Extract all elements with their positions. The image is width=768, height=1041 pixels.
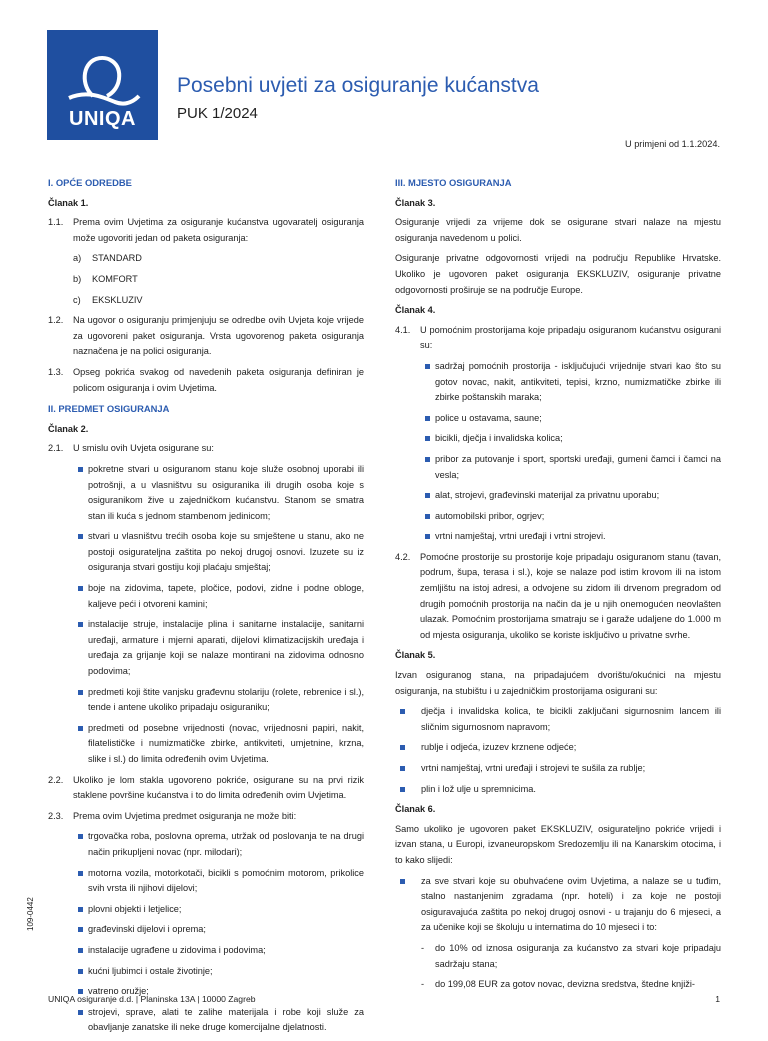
item-text: kućni ljubimci i ostale životinje; xyxy=(88,965,213,976)
bullet-square-icon xyxy=(420,488,435,504)
bullet-square-icon xyxy=(395,740,421,756)
bullet-square-icon xyxy=(73,829,88,860)
section-heading: I. OPĆE ODREDBE xyxy=(48,177,132,188)
paragraph-text: Izvan osiguranog stana, na pripadajućem dvorištu/okućnici na mjestu osiguranja, na stubištu i u zajedničkim prostorijama osigurani su: xyxy=(395,670,721,696)
bullet-square-icon xyxy=(73,964,88,980)
list-item xyxy=(395,782,721,798)
paragraph-number: 1.2. xyxy=(48,315,64,326)
dash-item xyxy=(421,977,721,993)
paragraph-number: 1.1. xyxy=(48,217,64,228)
list-item xyxy=(395,874,721,936)
paragraph-text: Osiguranje privatne odgovornosti vrijedi na području Republike Hrvatske. Ukoliko je ugovoren paket osiguranja EKSKLUZIV, osiguranje privatne odgovornosti proširuje se na područje Europe. xyxy=(395,253,721,295)
numbered-paragraph xyxy=(395,550,721,644)
bullet-square-icon xyxy=(420,529,435,545)
numbered-paragraph xyxy=(395,323,721,354)
bullet-square-icon xyxy=(73,581,88,612)
item-text: do 10% od iznosa osiguranja za kućanstvo za stvari koje pripadaju sadržaju stana; xyxy=(435,942,721,969)
paragraph-text: Prema ovim Uvjetima predmet osiguranja ne može biti: xyxy=(73,810,297,821)
list-item xyxy=(73,964,364,980)
item-text: STANDARD xyxy=(92,253,142,264)
list-item xyxy=(73,866,364,897)
bullet-list xyxy=(420,359,721,545)
list-item xyxy=(73,462,364,524)
list-item xyxy=(420,411,721,427)
item-text: pokretne stvari u osiguranom stanu koje služe osobnoj uporabi ili potrošnji, a u vlasništvu su osiguranika ili drugih osoba koje s osiguranikom žive u zajedničkom kućanstvu. Stanom se smatra stan ili kuća s jednom stambenom jedinicom; xyxy=(88,463,364,521)
paragraph-number: 1.3. xyxy=(48,366,64,377)
item-text: EKSKLUZIV xyxy=(92,294,143,305)
item-text: plin i lož ulje u spremnicima. xyxy=(421,783,536,794)
document-number: 109-0442 xyxy=(26,897,35,931)
bullet-square-icon xyxy=(395,761,421,777)
list-item xyxy=(73,1005,364,1036)
list-item xyxy=(395,740,721,756)
item-text: dječja i invalidska kolica, te bicikli zaključani sigurnosnim lancem ili sličnim sigurnosnom napravom; xyxy=(421,706,721,732)
item-text: alat, strojevi, građevinski materijal za privatnu uporabu; xyxy=(435,490,660,501)
footer-address: UNIQA osiguranje d.d. | Planinska 13A | 10000 Zagreb xyxy=(48,994,256,1004)
paragraph-number: 4.2. xyxy=(395,551,411,562)
item-text: do 199,08 EUR za gotov novac, devizna sredstva, štedne knjiži- xyxy=(435,979,695,990)
list-item xyxy=(73,581,364,612)
page-number: 1 xyxy=(715,994,720,1004)
bullet-square-icon xyxy=(420,509,435,525)
paragraph-text: Opseg pokrića svakog od navedenih paketa osiguranja definiran je policom osiguranja i ovim Uvjetima. xyxy=(73,366,364,393)
list-item xyxy=(73,272,364,288)
bullet-square-icon xyxy=(73,685,88,716)
item-text: predmeti koji štite vanjsku građevnu stolariju (rolete, rebrenice i sl.), tende i antene ukoliko pripadaju osiguraniku; xyxy=(88,686,364,713)
bullet-square-icon xyxy=(420,452,435,483)
list-item xyxy=(73,685,364,716)
bullet-square-icon xyxy=(73,462,88,524)
article-title: Članak 2. xyxy=(48,423,89,434)
article-title: Članak 1. xyxy=(48,197,89,208)
paragraph-text: U pomoćnim prostorijama koje pripadaju osiguranom kućanstvu osigurani su: xyxy=(420,324,721,351)
bullet-square-icon xyxy=(73,866,88,897)
paragraph-text: Na ugovor o osiguranju primjenjuju se odredbe ovih Uvjeta koje vrijede za ugovoreni paket osiguranja. Vrsta ugovorenog paketa osiguranja naznačena je na polici osiguranja. xyxy=(73,315,364,357)
item-text: plovni objekti i letjelice; xyxy=(88,903,182,914)
item-text: građevinski dijelovi i oprema; xyxy=(88,924,206,935)
item-text: motorna vozila, motorkotači, bicikli s pomoćnim motorom, prikolice svih vrsta ili njihovi dijelovi; xyxy=(88,867,364,894)
list-item xyxy=(420,452,721,483)
item-text: sadržaj pomoćnih prostorija - isključujući vrijednije stvari kao što su gotov novac, nakit, antikviteti, tepisi, krzno, numizmatičke zbirke ili zbirke poštanskih maraka; xyxy=(435,360,721,403)
bullet-square-icon xyxy=(395,874,421,936)
item-text: pribor za putovanje i sport, sportski uređaji, gumeni čamci i čamci na vesla; xyxy=(435,453,721,480)
list-item xyxy=(73,721,364,768)
dash-marker: - xyxy=(421,979,425,990)
item-marker: a) xyxy=(73,253,82,264)
list-item xyxy=(420,529,721,545)
bullet-square-icon xyxy=(73,902,88,918)
logo-wordmark: UNIQA xyxy=(69,108,136,130)
bullet-square-icon xyxy=(395,782,421,798)
item-marker: b) xyxy=(73,273,82,284)
item-text: stvari u vlasništvu trećih osoba koje su smještene u stanu, ako ne postoji osigurateljna zaštita po nekoj drugoj osnovi. Izuzete su iz osiguranja stvari gostiju koji plaćaju smještaj; xyxy=(88,531,364,573)
list-item xyxy=(420,359,721,406)
paragraph-text: Samo ukoliko je ugovoren paket EKSKLUZIV, osigurateljno pokriće vrijedi i izvan stana, u Europi, izvaneuropskom Sredozemlju ili na Kanarskim otocima, i to kako slijedi: xyxy=(395,823,721,865)
section-heading: III. MJESTO OSIGURANJA xyxy=(395,177,512,188)
paragraph-text: Prema ovim Uvjetima za osiguranje kućanstva ugovaratelj osiguranja može ugovoriti jedan od paketa osiguranja: xyxy=(73,217,364,243)
list-item xyxy=(73,617,364,679)
item-text: police u ostavama, saune; xyxy=(435,412,542,423)
item-text: trgovačka roba, poslovna oprema, utržak od poslovanja te na drugi način prikupljeni novac (npr. milodari); xyxy=(88,831,364,857)
bullet-square-icon xyxy=(73,529,88,576)
paragraph-text: U smislu ovih Uvjeta osigurane su: xyxy=(73,443,214,454)
item-marker: c) xyxy=(73,294,81,305)
numbered-paragraph xyxy=(48,365,364,396)
bullet-square-icon xyxy=(395,704,421,735)
list-item xyxy=(420,488,721,504)
item-text: vatreno oružje; xyxy=(88,986,149,997)
paragraph-text: Osiguranje vrijedi za vrijeme dok se osigurane stvari nalaze na mjestu osiguranja navedenom u polici. xyxy=(395,217,721,243)
bullet-square-icon xyxy=(420,431,435,447)
item-text: KOMFORT xyxy=(92,273,138,284)
document-subtitle: PUK 1/2024 xyxy=(177,105,258,122)
item-text: instalacije ugrađene u zidovima i podovima; xyxy=(88,944,266,955)
numbered-paragraph xyxy=(48,441,364,457)
article-title: Članak 3. xyxy=(395,197,436,208)
numbered-paragraph xyxy=(48,215,364,246)
item-text: boje na zidovima, tapete, pločice, podovi, zidne i podne obloge, kaljeve peći i otvoreni kamini; xyxy=(88,583,364,609)
list-item xyxy=(73,922,364,938)
bullet-square-icon xyxy=(73,1005,88,1036)
item-text: automobilski pribor, ogrjev; xyxy=(435,510,545,521)
article-title: Članak 4. xyxy=(395,305,436,316)
bullet-list xyxy=(395,704,721,797)
numbered-paragraph xyxy=(48,313,364,360)
list-item xyxy=(420,509,721,525)
uniqa-logo xyxy=(47,30,158,140)
item-text: instalacije struje, instalacije plina i sanitarne instalacije, sanitarni uređaji, armature i mjerni aparati, dijelovi klimatizacijskih uređaja i uređaja za grijanje koji se nalaze montirani na zidovima odnosno podovima; xyxy=(88,619,364,677)
bullet-square-icon xyxy=(420,359,435,406)
numbered-paragraph xyxy=(48,773,364,804)
bullet-square-icon xyxy=(73,617,88,679)
article-title: Članak 6. xyxy=(395,804,436,815)
left-column xyxy=(48,175,364,1041)
paragraph-text: Ukoliko je lom stakla ugovoreno pokriće, osigurane su na prvi rizik staklene površine kućanstva i to do limita određenih ovim Uvjetima. xyxy=(73,774,364,801)
bullet-square-icon xyxy=(73,943,88,959)
list-item xyxy=(73,251,364,267)
section-heading: II. PREDMET OSIGURANJA xyxy=(48,403,170,415)
effective-date: U primjeni od 1.1.2024. xyxy=(625,139,720,149)
item-text: bicikli, dječja i invalidska kolica; xyxy=(435,433,563,444)
item-text: rublje i odjeća, izuzev krznene odjeće; xyxy=(421,742,577,753)
bullet-square-icon xyxy=(73,721,88,768)
dash-item xyxy=(421,941,721,972)
item-text: predmeti od posebne vrijednosti (novac, vrijednosni papiri, nakit, filatelističke i numizmatičke zbirke, antikviteti, umjetnine, krzna, slike i sl.) do limita određenih ovim Uvjetima. xyxy=(88,722,364,764)
right-column xyxy=(395,175,721,998)
numbered-paragraph xyxy=(48,809,364,825)
paragraph-number: 4.1. xyxy=(395,324,411,335)
list-item xyxy=(395,761,721,777)
list-item xyxy=(73,293,364,309)
article-title: Članak 5. xyxy=(395,650,436,661)
bullet-square-icon xyxy=(73,922,88,938)
bullet-square-icon xyxy=(420,411,435,427)
list-item xyxy=(73,529,364,576)
paragraph-number: 2.3. xyxy=(48,810,64,821)
list-item xyxy=(395,704,721,735)
list-item xyxy=(73,902,364,918)
item-text: za sve stvari koje su obuhvaćene ovim Uvjetima, a nalaze se u tuđim, stalno nastanjenim zgradama (npr. hoteli) i za koje ne postoji osiguravajuća zaštita po nekoj drugoj osnovi - u trajanju do 6 mjeseci, a za učenike koji se školuju u internatima do 10 mjeseci i to: xyxy=(421,875,721,933)
dash-marker: - xyxy=(421,942,425,953)
item-text: vrtni namještaj, vrtni uređaji i vrtni strojevi. xyxy=(435,531,606,542)
list-item xyxy=(420,431,721,447)
item-text: strojevi, sprave, alati te zalihe materijala i robe koji služe za obavljanje zanatske ili neke druge komercijalne djelatnosti. xyxy=(88,1006,364,1033)
list-item xyxy=(73,829,364,860)
bullet-list xyxy=(73,462,364,768)
list-item xyxy=(73,943,364,959)
paragraph-number: 2.1. xyxy=(48,443,64,454)
paragraph-number: 2.2. xyxy=(48,774,64,785)
item-text: vrtni namještaj, vrtni uređaji i strojevi te sušila za rublje; xyxy=(421,763,646,773)
paragraph-text: Pomoćne prostorije su prostorije koje pripadaju osiguranom stanu (tavan, podrum, šupa, terasa i sl.), koje se nalaze pod istim krovom ili na istom zemljištu na istoj adresi, a odvojene su zidom ili drvenom pregradom od drugih pomoćnih prostorija na način da je u njih onemogućen neovlašten ulazak. Pomoćnim prostorijama smatraju se i garaže udaljene do 1.000 m od mjesta osiguranja, ukoliko se koriste isključivo u privatne svrhe. xyxy=(420,551,721,640)
document-title: Posebni uvjeti za osiguranje kućanstva xyxy=(177,74,539,97)
